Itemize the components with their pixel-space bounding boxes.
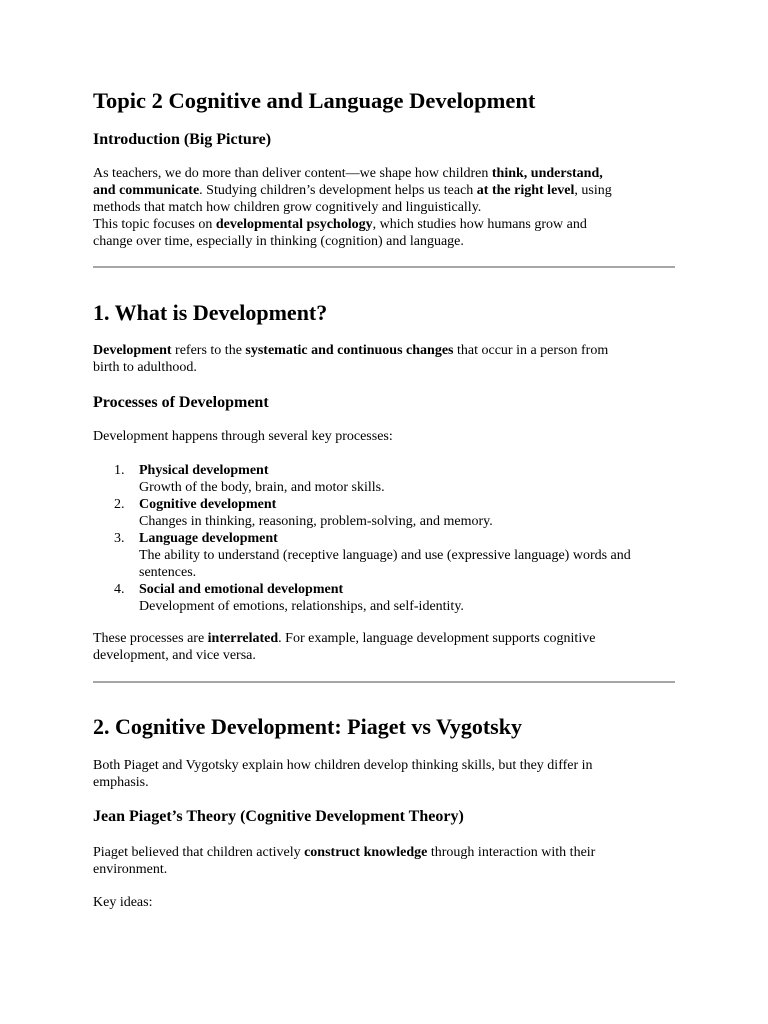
intro-paragraph: As teachers, we do more than deliver content—we shape how children think, understand, and communicate. Studying children’s development helps us teach at the right level, using methods that match how children grow cognitively and linguistically. This topic focuses on developmental psychology, which studies how humans grow and change over time, especially in thinking (cognition) and language. <box>93 166 612 249</box>
list-item: 4. Social and emotional development Development of emotions, relationships, and self-identity. <box>114 582 464 614</box>
piaget-paragraph: Piaget believed that children actively construct knowledge through interaction with their environment. <box>93 845 596 877</box>
section-divider <box>93 681 675 683</box>
interrelated-paragraph: These processes are interrelated. For example, language development supports cognitive development, and vice versa. <box>93 631 596 663</box>
section-1-heading: 1. What is Development? <box>93 300 328 325</box>
intro-heading: Introduction (Big Picture) <box>93 131 272 148</box>
list-item: 3. Language development The ability to understand (receptive language) and use (expressive language) words and sentences. <box>114 531 631 580</box>
section-2-intro: Both Piaget and Vygotsky explain how children develop thinking skills, but they differ in emphasis. <box>93 758 593 790</box>
document-title: Topic 2 Cognitive and Language Development <box>93 88 536 113</box>
processes-intro: Development happens through several key processes: <box>93 429 393 444</box>
piaget-heading: Jean Piaget’s Theory (Cognitive Development Theory) <box>93 808 464 825</box>
processes-list <box>93 462 675 615</box>
section-2-heading: 2. Cognitive Development: Piaget vs Vygotsky <box>93 714 522 739</box>
list-item: 2. Cognitive development Changes in thinking, reasoning, problem-solving, and memory. <box>114 497 493 529</box>
development-definition: Development refers to the systematic and continuous changes that occur in a person from birth to adulthood. <box>93 343 609 375</box>
key-ideas-label: Key ideas: <box>93 895 153 910</box>
section-divider <box>93 266 675 268</box>
list-item: 1. Physical development Growth of the body, brain, and motor skills. <box>114 463 385 495</box>
processes-heading: Processes of Development <box>93 394 269 411</box>
